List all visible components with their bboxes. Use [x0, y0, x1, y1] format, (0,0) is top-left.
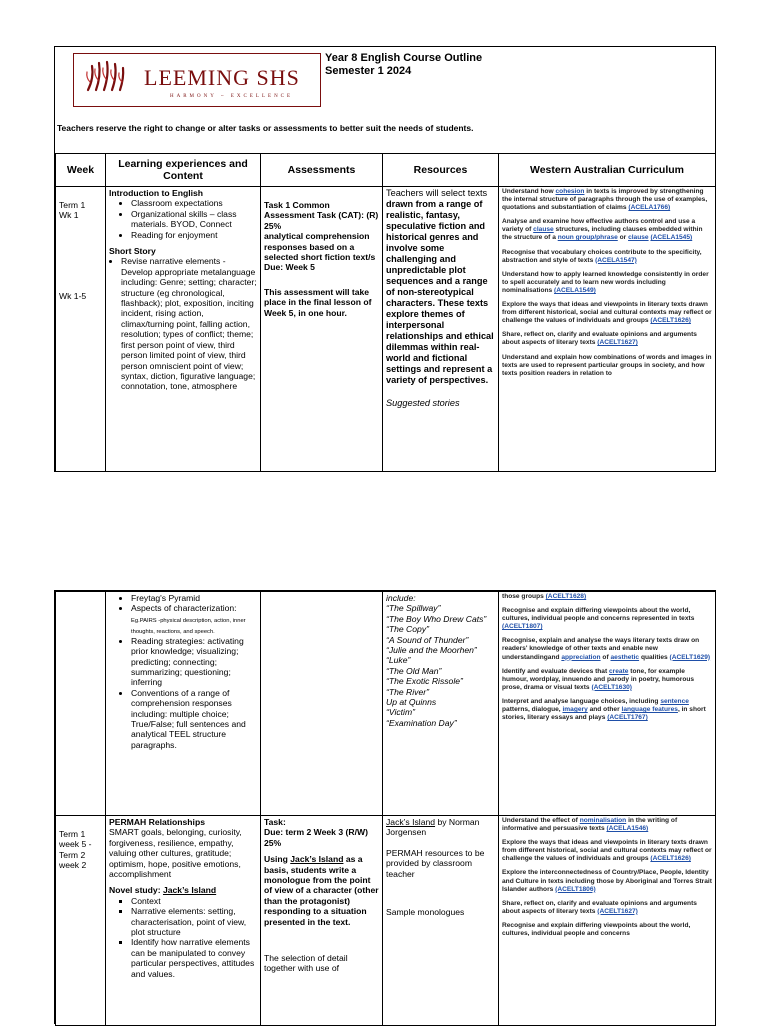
- story-title: Up at Quinns: [386, 697, 437, 708]
- school-emblem-icon: [84, 60, 142, 94]
- curriculum-item: Recognise and explain differing viewpoints about the world, cultures, individual people and concerns represented in texts (ACELT1807): [502, 607, 695, 631]
- story-title: “Victim”: [386, 707, 415, 718]
- glossary-link[interactable]: imagery: [562, 706, 588, 714]
- curriculum-code-link[interactable]: (ACELT1629): [669, 653, 711, 661]
- column-header-learning: Learning experiences and Content: [106, 154, 261, 187]
- section-title: Introduction to English: [109, 188, 204, 198]
- assessment-cell: [261, 816, 383, 1026]
- glossary-link[interactable]: clause: [533, 226, 554, 234]
- curriculum-item: Understand how cohesion in texts is improved by strengthening the internal structure of paragraphs through the use of examples, quotations and substantiation of claims (ACELA1766): [502, 188, 708, 212]
- column-header-assessments: Assessments: [261, 154, 383, 187]
- section-body: SMART goals, belonging, curiosity, forgiveness, resilience, empathy, valuing other cultures, gratitude; optimism, hope, positive emotions, accomplishment: [109, 827, 242, 880]
- glossary-link[interactable]: language features: [621, 706, 678, 714]
- novel-title: Jack’s Island: [162, 885, 217, 896]
- resources-cell: [383, 816, 499, 1026]
- assessment-note: This assessment will take place in the final lesson of Week 5, in one hour.: [264, 286, 372, 318]
- course-outline-page-1: [54, 46, 716, 472]
- curriculum-code-link[interactable]: (ACELA1547): [595, 256, 637, 264]
- curriculum-code-link[interactable]: (ACELA1766): [628, 204, 671, 212]
- list-item: ▪ Narrative elements: setting, characterisation, point of view, plot structure: [131, 906, 257, 937]
- school-motto: HARMONY ~ EXCELLENCE: [170, 94, 294, 99]
- strategies-list: [109, 593, 257, 750]
- week-term: Term 1: [59, 200, 86, 210]
- assessment-cell: [261, 592, 383, 816]
- school-logo: [73, 53, 321, 107]
- curriculum-cell: [499, 592, 716, 816]
- novel-study-label: Novel study: Jack’s Island: [109, 885, 217, 896]
- course-title-line-1: Year 8 English Course Outline: [325, 52, 483, 64]
- stories-cell: [383, 592, 499, 816]
- assessment-task: Task 1 Common Assessment Task (CAT): (R) 25%: [264, 200, 379, 231]
- sample-monologues: Sample monologues: [386, 907, 465, 918]
- curriculum-item: Understand the effect of nominalisation in the writing of informative and persuasive texts (ACELA1546): [502, 817, 678, 833]
- teacher-notice: Teachers reserve the right to change or alter tasks or assessments to better suit the needs of students.: [57, 123, 474, 133]
- list-item: • Classroom expectations: [131, 198, 257, 208]
- curriculum-code-link[interactable]: (ACELT1806): [555, 885, 596, 893]
- suggested-stories-label: Suggested stories: [386, 398, 460, 408]
- list-item: • Revise narrative elements - Develop appropriate metalanguage including: Genre; setting; character; structure (eg chronological, flashback); plot, exposition, inciting incident, rising action, climax/turning point, falling action, resolution; types of conflict; theme; first person point of view, third person limited point of view, third person omniscient point of view; syntax, diction, figurative language; connotation, tone, atmosphere: [121, 256, 257, 391]
- curriculum-code-link[interactable]: (ACELT1627): [597, 339, 638, 347]
- week-cell: [56, 187, 106, 472]
- curriculum-item: Analyse and examine how effective authors control and use a variety of clause structures, including clauses embedded within the structure of a noun group/phrase or clause (ACELA1545): [502, 218, 703, 242]
- curriculum-code-link[interactable]: (ACELA1545): [650, 234, 693, 242]
- table-header-row: [56, 154, 716, 187]
- curriculum-item: Explore the ways that ideas and viewpoints in literary texts drawn from different historical, social and cultural contexts may reflect or challenge the values of individuals and groups (ACELT1626): [502, 301, 712, 325]
- glossary-link[interactable]: appreciation: [561, 653, 601, 661]
- curriculum-code-link[interactable]: (ACELA1546): [606, 825, 649, 833]
- story-title: “The Exotic Rissole”: [386, 676, 463, 687]
- story-title: “The Boy Who Drew Cats”: [386, 613, 487, 624]
- table-row: [56, 816, 716, 1026]
- curriculum-code-link[interactable]: (ACELT1627): [597, 907, 638, 915]
- curriculum-item: Share, reflect on, clarify and evaluate opinions and arguments about aspects of literary texts (ACELT1627): [502, 899, 697, 915]
- curriculum-item: Understand how to apply learned knowledge consistently in order to spell accurately and to learn new words including nominalisations (ACELA1549): [502, 270, 709, 294]
- stories-include-label: include:: [386, 593, 416, 603]
- novel-resource: Jack’s Island by Norman Jorgensen: [386, 817, 480, 838]
- curriculum-item: Identify and evaluate devices that create tone, for example humour, wordplay, innuendo and parody in poetry, humorous prose, drama or visual texts (ACELT1630): [502, 667, 695, 691]
- story-title: “A Sound of Thunder”: [386, 634, 469, 645]
- permah-resource: PERMAH resources to be provided by classroom teacher: [386, 847, 485, 879]
- week-line: Term 2: [59, 849, 86, 860]
- story-title: “Examination Day”: [386, 717, 457, 728]
- curriculum-code-link[interactable]: (ACELT1767): [607, 714, 648, 722]
- curriculum-item: Explore the interconnectedness of Country/Place, People, Identity and Culture in texts including those by Aboriginal and Torres Strait Islander authors (ACELT1806): [502, 869, 712, 893]
- week-number: Wk 1: [59, 210, 79, 221]
- short-story-list: [109, 256, 257, 391]
- week-cell: [56, 592, 106, 816]
- glossary-link[interactable]: create: [609, 667, 629, 675]
- course-outline-page-2: [54, 590, 716, 1024]
- task-label: Task:: [264, 817, 286, 827]
- list-item: • Conventions of a range of comprehension responses including: multiple choice; True/False; full sentences and analytical TEEL structure paragraphs.: [131, 688, 257, 750]
- curriculum-item: Recognise that vocabulary choices contribute to the specificity, abstraction and style of texts (ACELA1547): [502, 248, 702, 264]
- glossary-link[interactable]: aesthetic: [610, 653, 640, 661]
- learning-cell: [106, 816, 261, 1026]
- curriculum-cell: [499, 187, 716, 472]
- week-line: Term 1: [59, 829, 86, 839]
- week-line: week 5 -: [59, 839, 92, 850]
- curriculum-item: those groups (ACELT1628): [502, 593, 587, 600]
- glossary-link[interactable]: clause: [628, 234, 649, 242]
- story-title: “Julie and the Moorhen”: [386, 645, 477, 656]
- glossary-link[interactable]: nominalisation: [579, 817, 627, 824]
- curriculum-item: Interpret and analyse language choices, including sentence patterns, dialogue, imagery and other language features, in short stories, literary essays and plays (ACELT1767): [502, 697, 706, 722]
- column-header-week: Week: [56, 154, 106, 187]
- curriculum-item: Recognise, explain and analyse the ways literary texts draw on readers' knowledge of other texts and enable new understandingand appreciation of aesthetic qualities (ACELT1629): [502, 637, 711, 661]
- story-title: “The Spillway”: [386, 603, 441, 614]
- glossary-link[interactable]: noun group/phrase: [557, 234, 618, 242]
- table-row: [56, 592, 716, 816]
- list-item: • Freytag's Pyramid: [131, 593, 257, 603]
- curriculum-cell: [499, 816, 716, 1026]
- column-header-curriculum: Western Australian Curriculum: [499, 154, 716, 187]
- week-range: Wk 1-5: [59, 290, 87, 301]
- glossary-link[interactable]: sentence: [660, 697, 689, 705]
- curriculum-code-link[interactable]: (ACELT1630): [591, 683, 632, 691]
- resources-lead: Teachers will select texts: [386, 188, 488, 198]
- curriculum-code-link[interactable]: (ACELT1626): [650, 317, 691, 325]
- pairs-note: Eg.PAIRS -physical description, action, inner thoughts, reactions, and speech.: [131, 617, 246, 635]
- week-line: week 2: [59, 860, 87, 871]
- novel-list: [109, 896, 257, 979]
- column-header-resources: Resources: [383, 154, 499, 187]
- course-title-line-2: Semester 1 2024: [325, 65, 412, 77]
- curriculum-item: Understand and explain how combinations of words and images in texts are used to represent particular groups in society, and how texts position readers in relation to: [502, 353, 712, 377]
- curriculum-item: Explore the ways that ideas and viewpoints in literary texts drawn from different historical, social and cultural contexts may reflect or challenge the values of individuals and groups (ACELT1626): [502, 839, 712, 863]
- task-due: Due: term 2 Week 3 (R/W) 25%: [264, 827, 368, 848]
- learning-cell: [106, 187, 261, 472]
- section-title: PERMAH Relationships: [109, 817, 205, 827]
- story-title: “The River”: [386, 686, 429, 697]
- course-title: [325, 52, 482, 78]
- curriculum-code-link[interactable]: (ACELT1628): [545, 593, 587, 600]
- curriculum-code-link[interactable]: (ACELT1626): [650, 855, 691, 863]
- resources-description: drawn from a range of realistic, fantasy, speculative fiction and historical genres and involve some challenging and unpredictable plot sequences and a range of non-stereotypical characters. These texts explore themes of interpersonal relationships and ethical dilemmas within real-world and fictional settings and represent a variety of perspectives.: [386, 199, 494, 385]
- story-title: “Luke”: [386, 655, 411, 666]
- resources-cell: [383, 187, 499, 472]
- week-cell: [56, 816, 106, 1026]
- list-item: • Reading strategies: activating prior knowledge; visualizing; predicting; connecting; summarizing; questioning; inferring: [131, 636, 257, 688]
- story-title: “The Old Man”: [386, 665, 442, 676]
- assessment-description: analytical comprehension responses based on a selected short fiction text/s: [264, 231, 376, 263]
- list-item: • Organizational skills – class materials. BYOD, Connect: [131, 209, 257, 230]
- curriculum-code-link[interactable]: (ACELA1549): [554, 286, 596, 294]
- list-item: ▪ Context: [131, 896, 257, 906]
- story-title: “The Copy”: [386, 624, 429, 635]
- table-row: [56, 187, 716, 472]
- curriculum-item: Share, reflect on, clarify and evaluate opinions and arguments about aspects of literary texts (ACELT1627): [502, 331, 697, 347]
- learning-cell: [106, 592, 261, 816]
- course-table: [55, 153, 716, 472]
- assessment-due: Due: Week 5: [264, 262, 315, 273]
- list-item: • Reading for enjoyment: [131, 230, 257, 240]
- list-item: ▪ Identify how narrative elements can be manipulated to convey particular perspectives, attitudes and values.: [131, 937, 257, 979]
- list-item: • Aspects of characterization: Eg.PAIRS -physical description, action, inner thoughts, reactions, and speech.: [131, 603, 257, 635]
- task-description: Using Jack’s Island as a basis, students write a monologue from the point of view of a character (other than the protagonist) responding to a situation presented in the text.: [264, 854, 379, 927]
- intro-list: [109, 198, 257, 240]
- section-title: Short Story: [109, 246, 156, 257]
- curriculum-code-link[interactable]: (ACELT1807): [502, 623, 543, 631]
- assessment-cell: [261, 187, 383, 472]
- school-name-logo-text: LEEMING SHS: [144, 65, 300, 90]
- glossary-link[interactable]: cohesion: [555, 188, 585, 195]
- curriculum-item: Recognise and explain differing viewpoints about the world, cultures, individual people and concerns: [502, 921, 691, 938]
- task-note: The selection of detail together with use of: [264, 953, 348, 974]
- course-table-continued: [55, 591, 716, 1026]
